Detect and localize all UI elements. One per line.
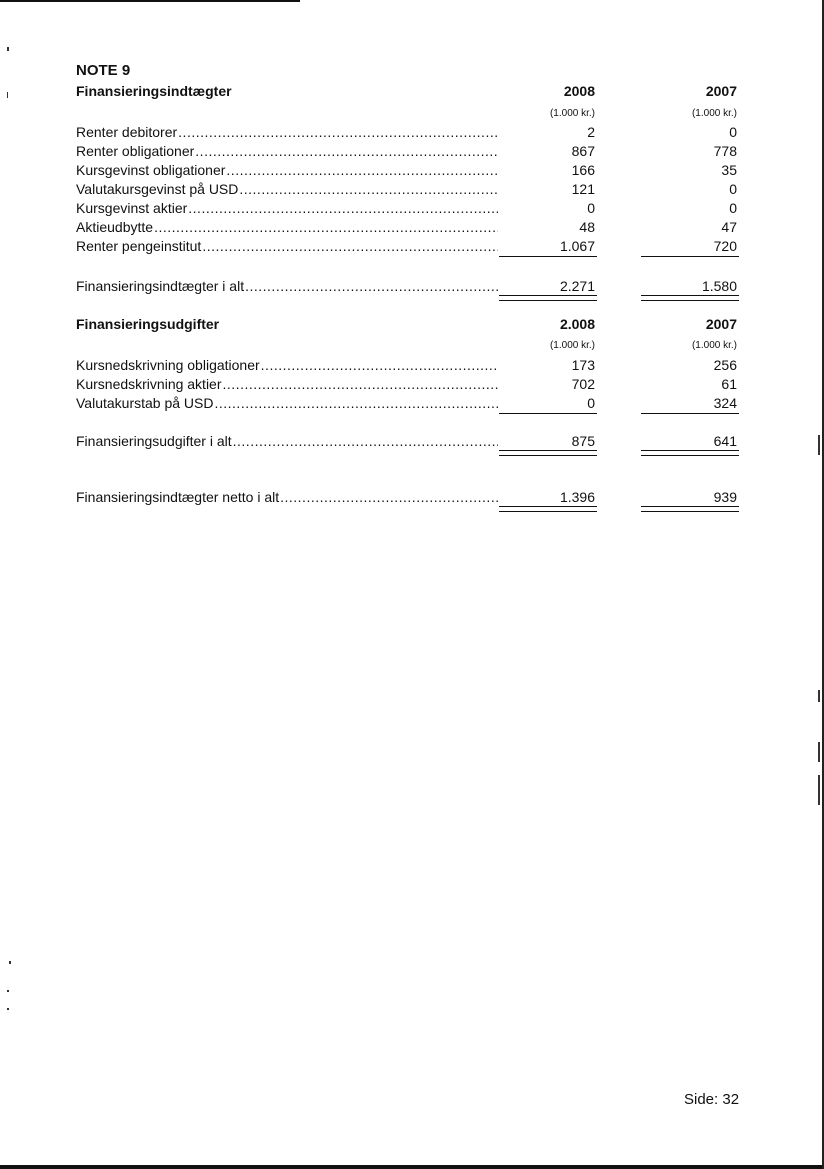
row-label: Renter obligationer .....	[76, 143, 498, 159]
income-heading: Finansieringsindtægter	[76, 83, 232, 99]
total-double-rule	[499, 450, 597, 456]
subtotal-rule	[641, 413, 739, 414]
scan-border-bottom	[0, 1165, 824, 1169]
income-year2: 2007	[705, 83, 737, 99]
row-value-2008: 0	[587, 395, 595, 411]
row-value-2008: 48	[579, 219, 595, 235]
subtotal-rule	[499, 256, 597, 257]
income-unit2: (1.000 kr.)	[691, 108, 737, 119]
scan-border-top	[0, 0, 300, 2]
table-row	[76, 181, 741, 200]
scan-speck	[7, 92, 8, 98]
row-label: Aktieudbytte .....	[76, 219, 498, 235]
row-label: Renter pengeinstitut .....	[76, 238, 498, 254]
total-value-2008: 2.271	[559, 278, 595, 294]
table-row	[76, 219, 741, 238]
net-label: Finansieringsindtægter netto i alt .....	[76, 489, 498, 505]
row-label: Kursgevinst obligationer .....	[76, 162, 498, 178]
table-row	[76, 162, 741, 181]
table-row	[76, 124, 741, 143]
expenses-unit1: (1.000 kr.)	[549, 340, 595, 351]
row-value-2008: 867	[571, 143, 595, 159]
scan-speck	[7, 47, 9, 51]
subtotal-rule	[499, 413, 597, 414]
total-label: Finansieringsindtægter i alt .....	[76, 278, 498, 294]
row-label: Valutakurstab på USD .....	[76, 395, 498, 411]
row-value-2008: 2	[587, 124, 595, 140]
total-double-rule	[641, 295, 739, 301]
row-value-2007: 720	[713, 238, 737, 254]
scan-speck	[7, 990, 9, 992]
row-value-2008: 702	[571, 376, 595, 392]
total-double-rule	[499, 295, 597, 301]
row-value-2008: 121	[571, 181, 595, 197]
table-row	[76, 376, 741, 395]
row-value-2007: 324	[713, 395, 737, 411]
row-value-2007: 61	[721, 376, 737, 392]
income-year1: 2008	[563, 83, 595, 99]
expenses-heading: Finansieringsudgifter	[76, 316, 220, 332]
row-value-2008: 1.067	[559, 238, 595, 254]
row-value-2007: 256	[713, 357, 737, 373]
row-label: Kursgevinst aktier .....	[76, 200, 498, 216]
page-number: Side: 32	[684, 1091, 740, 1108]
table-row	[76, 200, 741, 219]
row-value-2007: 35	[721, 162, 737, 178]
net-value-2008: 1.396	[559, 489, 595, 505]
row-value-2008: 0	[587, 200, 595, 216]
row-value-2007: 47	[721, 219, 737, 235]
note-title: NOTE 9	[76, 62, 131, 79]
total-value-2008: 875	[571, 433, 595, 449]
table-row	[76, 395, 741, 414]
total-value-2007: 641	[713, 433, 737, 449]
total-label: Finansieringsudgifter i alt .....	[76, 433, 498, 449]
net-value-2007: 939	[713, 489, 737, 505]
table-row	[76, 238, 741, 257]
row-label: Valutakursgevinst på USD .....	[76, 181, 498, 197]
table-row	[76, 143, 741, 162]
net-double-rule	[641, 506, 739, 512]
scan-speck	[9, 961, 11, 964]
row-value-2007: 0	[729, 181, 737, 197]
expenses-year2: 2007	[705, 316, 737, 332]
row-value-2007: 0	[729, 200, 737, 216]
row-value-2008: 173	[571, 357, 595, 373]
row-label: Kursnedskrivning aktier .....	[76, 376, 498, 392]
row-value-2007: 778	[713, 143, 737, 159]
expenses-year1: 2.008	[559, 316, 595, 332]
expenses-unit2: (1.000 kr.)	[691, 340, 737, 351]
table-row	[76, 357, 741, 376]
scan-speck	[818, 775, 820, 805]
scan-speck	[818, 435, 820, 455]
income-unit1: (1.000 kr.)	[549, 108, 595, 119]
subtotal-rule	[641, 256, 739, 257]
row-label: Kursnedskrivning obligationer .....	[76, 357, 498, 373]
scan-speck	[818, 690, 820, 702]
row-value-2007: 0	[729, 124, 737, 140]
row-label: Renter debitorer .....	[76, 124, 498, 140]
row-value-2008: 166	[571, 162, 595, 178]
total-value-2007: 1.580	[701, 278, 737, 294]
scan-speck	[818, 742, 820, 762]
net-double-rule	[499, 506, 597, 512]
total-double-rule	[641, 450, 739, 456]
scan-speck	[7, 1008, 9, 1010]
